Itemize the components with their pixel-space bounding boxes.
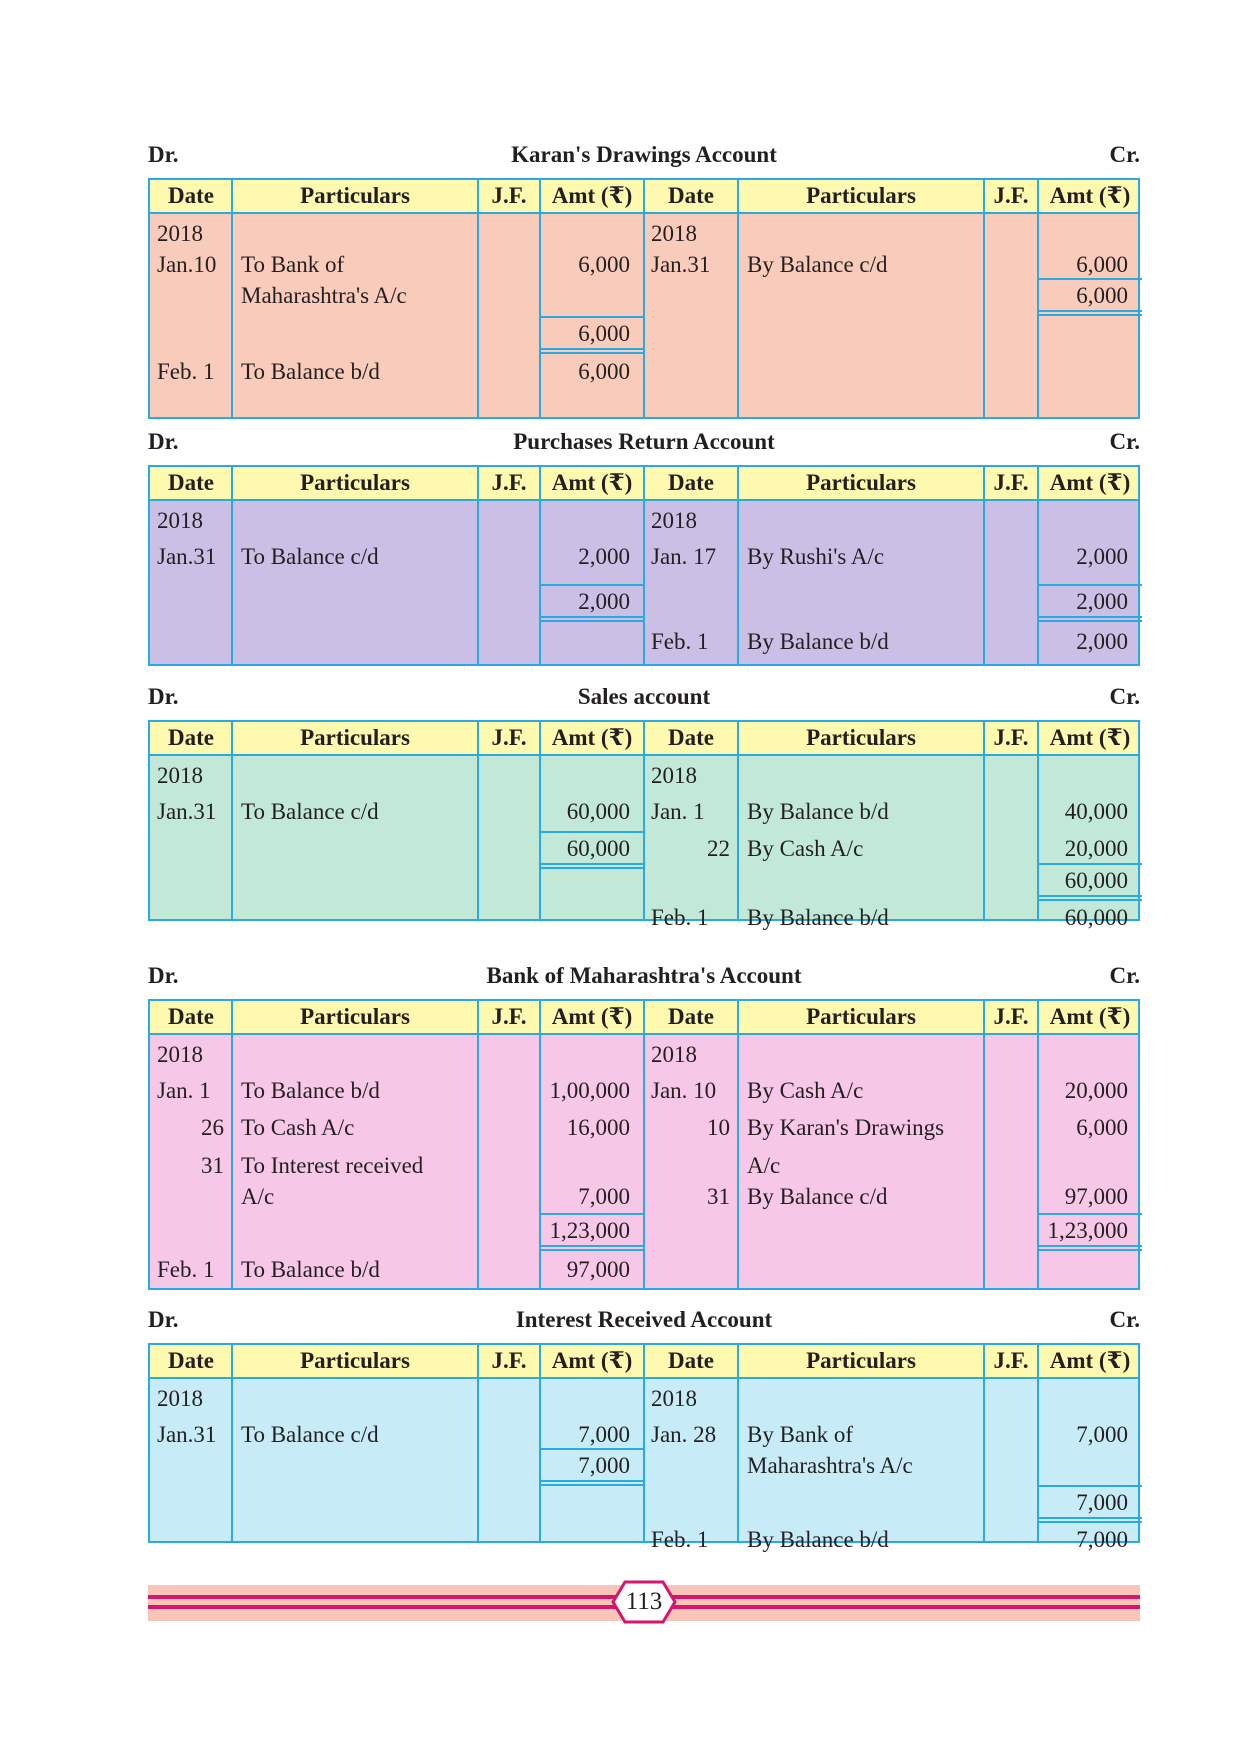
dr-label: Dr. xyxy=(148,142,179,167)
ledger-table xyxy=(148,178,1140,419)
account-header xyxy=(148,427,1140,465)
entry-amount: 6,000 xyxy=(1076,252,1128,277)
total-rule-bottom xyxy=(540,863,644,865)
entry-particulars: Maharashtra's A/c xyxy=(241,283,407,308)
column-header: J.F. xyxy=(993,725,1029,750)
entry-amount: 40,000 xyxy=(1064,799,1128,824)
entry-amount: 20,000 xyxy=(1064,1078,1128,1103)
column-header: Amt (₹) xyxy=(551,725,633,750)
column-divider xyxy=(477,180,479,417)
total-rule-top xyxy=(540,831,644,833)
column-header: Amt (₹) xyxy=(551,470,633,495)
account-header xyxy=(148,682,1140,720)
column-header: Particulars xyxy=(806,470,916,495)
account-title: Purchases Return Account xyxy=(513,429,775,454)
entry-date: Jan. 1 xyxy=(651,799,705,824)
column-divider xyxy=(231,1345,233,1541)
total-rule-bottom xyxy=(540,1484,644,1486)
total-rule-bottom xyxy=(1038,616,1142,618)
entry-amount: 6,000 xyxy=(578,252,630,277)
total-rule-top xyxy=(1038,863,1142,865)
entry-date: Jan. 1 xyxy=(157,1078,211,1103)
entry-date: Jan.10 xyxy=(157,252,217,277)
total-rule-bottom xyxy=(540,867,644,869)
column-header: Particulars xyxy=(300,183,410,208)
ledger-account xyxy=(148,961,1140,1290)
column-header: J.F. xyxy=(993,470,1029,495)
column-divider xyxy=(477,1345,479,1541)
entry-date: 2018 xyxy=(157,1042,203,1067)
entry-date: 2018 xyxy=(651,508,697,533)
ledger-table xyxy=(148,1343,1140,1552)
column-divider xyxy=(737,180,739,417)
total-rule-top xyxy=(1038,278,1142,280)
column-header: J.F. xyxy=(491,470,527,495)
entry-total-amount: 2,000 xyxy=(578,589,630,614)
ledger-account xyxy=(148,682,1140,930)
total-rule-top xyxy=(1038,1485,1142,1487)
entry-total-amount: 7,000 xyxy=(1076,1490,1128,1515)
column-divider xyxy=(231,1001,233,1288)
column-divider xyxy=(231,180,233,417)
column-header: Amt (₹) xyxy=(551,1348,633,1373)
column-header: Date xyxy=(668,1348,714,1373)
entry-particulars: To Balance b/d xyxy=(241,1078,380,1103)
column-header: Date xyxy=(668,183,714,208)
dr-label: Dr. xyxy=(148,429,179,454)
column-divider xyxy=(983,1345,985,1541)
total-rule-bottom xyxy=(1038,314,1142,316)
column-header: Particulars xyxy=(806,1348,916,1373)
column-header: Particulars xyxy=(300,725,410,750)
entry-date: Jan.31 xyxy=(651,252,711,277)
column-header: Amt (₹) xyxy=(1049,1348,1131,1373)
entry-total-amount: 6,000 xyxy=(1076,283,1128,308)
total-rule-bottom xyxy=(540,620,644,622)
entry-date: 31 xyxy=(707,1184,730,1209)
account-title: Interest Received Account xyxy=(515,1307,773,1332)
ledger-account xyxy=(148,140,1140,419)
column-header: Date xyxy=(168,1004,214,1029)
column-header: Date xyxy=(168,470,214,495)
total-rule-bottom xyxy=(540,1249,644,1251)
entry-particulars: By Balance b/d xyxy=(747,629,889,654)
total-rule-bottom xyxy=(1038,1249,1142,1251)
column-header: Amt (₹) xyxy=(551,1004,633,1029)
entry-total-amount: 6,000 xyxy=(578,321,630,346)
column-header: Particulars xyxy=(806,183,916,208)
column-divider xyxy=(231,467,233,664)
column-header: J.F. xyxy=(993,1348,1029,1373)
entry-particulars: By Balance b/d xyxy=(747,799,889,824)
cr-label: Cr. xyxy=(1109,1307,1140,1332)
column-divider xyxy=(643,180,645,417)
total-rule-top xyxy=(540,316,644,318)
ledger-account xyxy=(148,427,1140,666)
entry-particulars: To Interest received xyxy=(241,1153,424,1178)
ledger-table xyxy=(148,720,1140,930)
cr-label: Cr. xyxy=(1109,429,1140,454)
entry-particulars: To Balance b/d xyxy=(241,359,380,384)
entry-date: 2018 xyxy=(157,1386,203,1411)
column-header: J.F. xyxy=(491,183,527,208)
entry-date: Jan. 28 xyxy=(651,1422,717,1447)
total-rule-bottom xyxy=(1038,1517,1142,1519)
entry-date: 2018 xyxy=(157,508,203,533)
entry-amount: 20,000 xyxy=(1064,836,1128,861)
entry-amount: 7,000 xyxy=(578,1422,630,1447)
column-header: Particulars xyxy=(300,470,410,495)
entry-amount: 2,000 xyxy=(1076,544,1128,569)
column-header: Date xyxy=(168,1348,214,1373)
entry-amount: 60,000 xyxy=(1064,905,1128,930)
entry-particulars: By Rushi's A/c xyxy=(747,544,885,569)
entry-date: 22 xyxy=(707,836,730,861)
entry-amount: 7,000 xyxy=(1076,1527,1128,1552)
account-title: Bank of Maharashtra's Account xyxy=(486,963,802,988)
account-header xyxy=(148,961,1140,999)
column-divider xyxy=(737,722,739,919)
column-header: J.F. xyxy=(491,725,527,750)
account-header xyxy=(148,140,1140,178)
cr-label: Cr. xyxy=(1109,963,1140,988)
entry-total-amount: 7,000 xyxy=(578,1453,630,1478)
column-divider xyxy=(737,467,739,664)
entry-date: Jan. 10 xyxy=(651,1078,717,1103)
column-header: Amt (₹) xyxy=(1049,470,1131,495)
entry-amount: 2,000 xyxy=(578,544,630,569)
total-rule-bottom xyxy=(540,352,644,354)
total-rule-top xyxy=(1038,1213,1142,1215)
entry-date: 2018 xyxy=(651,221,697,246)
column-header: J.F. xyxy=(993,183,1029,208)
entry-amount: 6,000 xyxy=(1076,1115,1128,1140)
column-header: J.F. xyxy=(491,1348,527,1373)
entry-date: 26 xyxy=(201,1115,224,1140)
total-rule-bottom xyxy=(1038,1245,1142,1247)
account-title: Karan's Drawings Account xyxy=(511,142,777,167)
entry-date: 2018 xyxy=(651,1042,697,1067)
entry-amount: 2,000 xyxy=(1076,629,1128,654)
ledger-table xyxy=(148,999,1140,1290)
entry-particulars: A/c xyxy=(747,1153,781,1178)
entry-date: 2018 xyxy=(157,221,203,246)
entry-amount: 97,000 xyxy=(1064,1184,1128,1209)
column-header: Date xyxy=(168,725,214,750)
entry-total-amount: 2,000 xyxy=(1076,589,1128,614)
total-rule-top xyxy=(540,1448,644,1450)
column-divider xyxy=(231,722,233,919)
entry-date: 31 xyxy=(201,1153,224,1178)
column-divider xyxy=(643,467,645,664)
column-divider xyxy=(983,1001,985,1288)
entry-amount: 6,000 xyxy=(578,359,630,384)
column-divider xyxy=(983,180,985,417)
column-header: Amt (₹) xyxy=(1049,725,1131,750)
column-header: Particulars xyxy=(806,1004,916,1029)
column-header: Date xyxy=(668,725,714,750)
entry-particulars: To Balance b/d xyxy=(241,1257,380,1282)
dr-label: Dr. xyxy=(148,684,179,709)
entry-amount: 7,000 xyxy=(1076,1422,1128,1447)
total-rule-bottom xyxy=(1038,620,1142,622)
total-rule-bottom xyxy=(540,1480,644,1482)
page-number: 113 xyxy=(625,1588,663,1615)
total-rule-bottom xyxy=(540,348,644,350)
total-rule-bottom xyxy=(1038,895,1142,897)
account-header xyxy=(148,1305,1140,1343)
entry-particulars: By Cash A/c xyxy=(747,1078,864,1103)
entry-particulars: A/c xyxy=(241,1184,275,1209)
entry-amount: 1,00,000 xyxy=(549,1078,630,1103)
entry-date: Feb. 1 xyxy=(651,1527,709,1552)
entry-total-amount: 1,23,000 xyxy=(1047,1218,1128,1243)
column-header: Date xyxy=(668,1004,714,1029)
entry-particulars: To Bank of xyxy=(241,252,345,277)
entry-particulars: By Balance b/d xyxy=(747,1527,889,1552)
ledger-table xyxy=(148,465,1140,666)
column-divider xyxy=(643,1345,645,1541)
entry-date: Feb. 1 xyxy=(157,1257,215,1282)
cr-label: Cr. xyxy=(1109,684,1140,709)
column-divider xyxy=(477,467,479,664)
dr-label: Dr. xyxy=(148,1307,179,1332)
column-header: J.F. xyxy=(491,1004,527,1029)
entry-amount: 16,000 xyxy=(566,1115,630,1140)
total-rule-top xyxy=(540,1213,644,1215)
entry-total-amount: 60,000 xyxy=(1064,868,1128,893)
entry-date: Jan.31 xyxy=(157,1422,217,1447)
entry-date: 2018 xyxy=(651,763,697,788)
total-rule-bottom xyxy=(540,1245,644,1247)
entry-date: Jan. 17 xyxy=(651,544,717,569)
entry-amount: 97,000 xyxy=(566,1257,630,1282)
column-header: Particulars xyxy=(806,725,916,750)
ledger-account xyxy=(148,1305,1140,1552)
column-divider xyxy=(477,1001,479,1288)
entry-particulars: By Balance c/d xyxy=(747,1184,888,1209)
dr-label: Dr. xyxy=(148,963,179,988)
column-header: Particulars xyxy=(300,1004,410,1029)
total-rule-bottom xyxy=(1038,1521,1142,1523)
column-header: Date xyxy=(668,470,714,495)
column-header: Amt (₹) xyxy=(1049,183,1131,208)
entry-particulars: By Balance b/d xyxy=(747,905,889,930)
entry-date: Feb. 1 xyxy=(651,629,709,654)
total-rule-bottom xyxy=(1038,899,1142,901)
entry-date: Jan.31 xyxy=(157,799,217,824)
column-divider xyxy=(737,1345,739,1541)
entry-date: Jan.31 xyxy=(157,544,217,569)
account-title: Sales account xyxy=(577,684,711,709)
column-divider xyxy=(643,722,645,919)
column-header: J.F. xyxy=(993,1004,1029,1029)
total-rule-top xyxy=(1038,584,1142,586)
entry-date: 2018 xyxy=(157,763,203,788)
column-header: Amt (₹) xyxy=(1049,1004,1131,1029)
column-divider xyxy=(983,467,985,664)
entry-amount: 7,000 xyxy=(578,1184,630,1209)
column-divider xyxy=(737,1001,739,1288)
column-divider xyxy=(983,722,985,919)
entry-amount: 60,000 xyxy=(566,799,630,824)
entry-date: 2018 xyxy=(651,1386,697,1411)
entry-particulars: To Balance c/d xyxy=(241,799,379,824)
column-divider xyxy=(477,722,479,919)
entry-date: Feb. 1 xyxy=(651,905,709,930)
total-rule-top xyxy=(540,584,644,586)
total-rule-bottom xyxy=(540,616,644,618)
cr-label: Cr. xyxy=(1109,142,1140,167)
entry-particulars: Maharashtra's A/c xyxy=(747,1453,913,1478)
entry-particulars: By Cash A/c xyxy=(747,836,864,861)
entry-total-amount: 1,23,000 xyxy=(549,1218,630,1243)
entry-particulars: To Balance c/d xyxy=(241,544,379,569)
entry-total-amount: 60,000 xyxy=(566,836,630,861)
column-header: Amt (₹) xyxy=(551,183,633,208)
entry-particulars: By Karan's Drawings xyxy=(747,1115,945,1140)
entry-date: 10 xyxy=(707,1115,730,1140)
column-header: Date xyxy=(168,183,214,208)
entry-date: Feb. 1 xyxy=(157,359,215,384)
total-rule-bottom xyxy=(1038,310,1142,312)
entry-particulars: To Cash A/c xyxy=(241,1115,355,1140)
column-header: Particulars xyxy=(300,1348,410,1373)
entry-particulars: By Bank of xyxy=(747,1422,854,1447)
entry-particulars: To Balance c/d xyxy=(241,1422,379,1447)
entry-particulars: By Balance c/d xyxy=(747,252,888,277)
